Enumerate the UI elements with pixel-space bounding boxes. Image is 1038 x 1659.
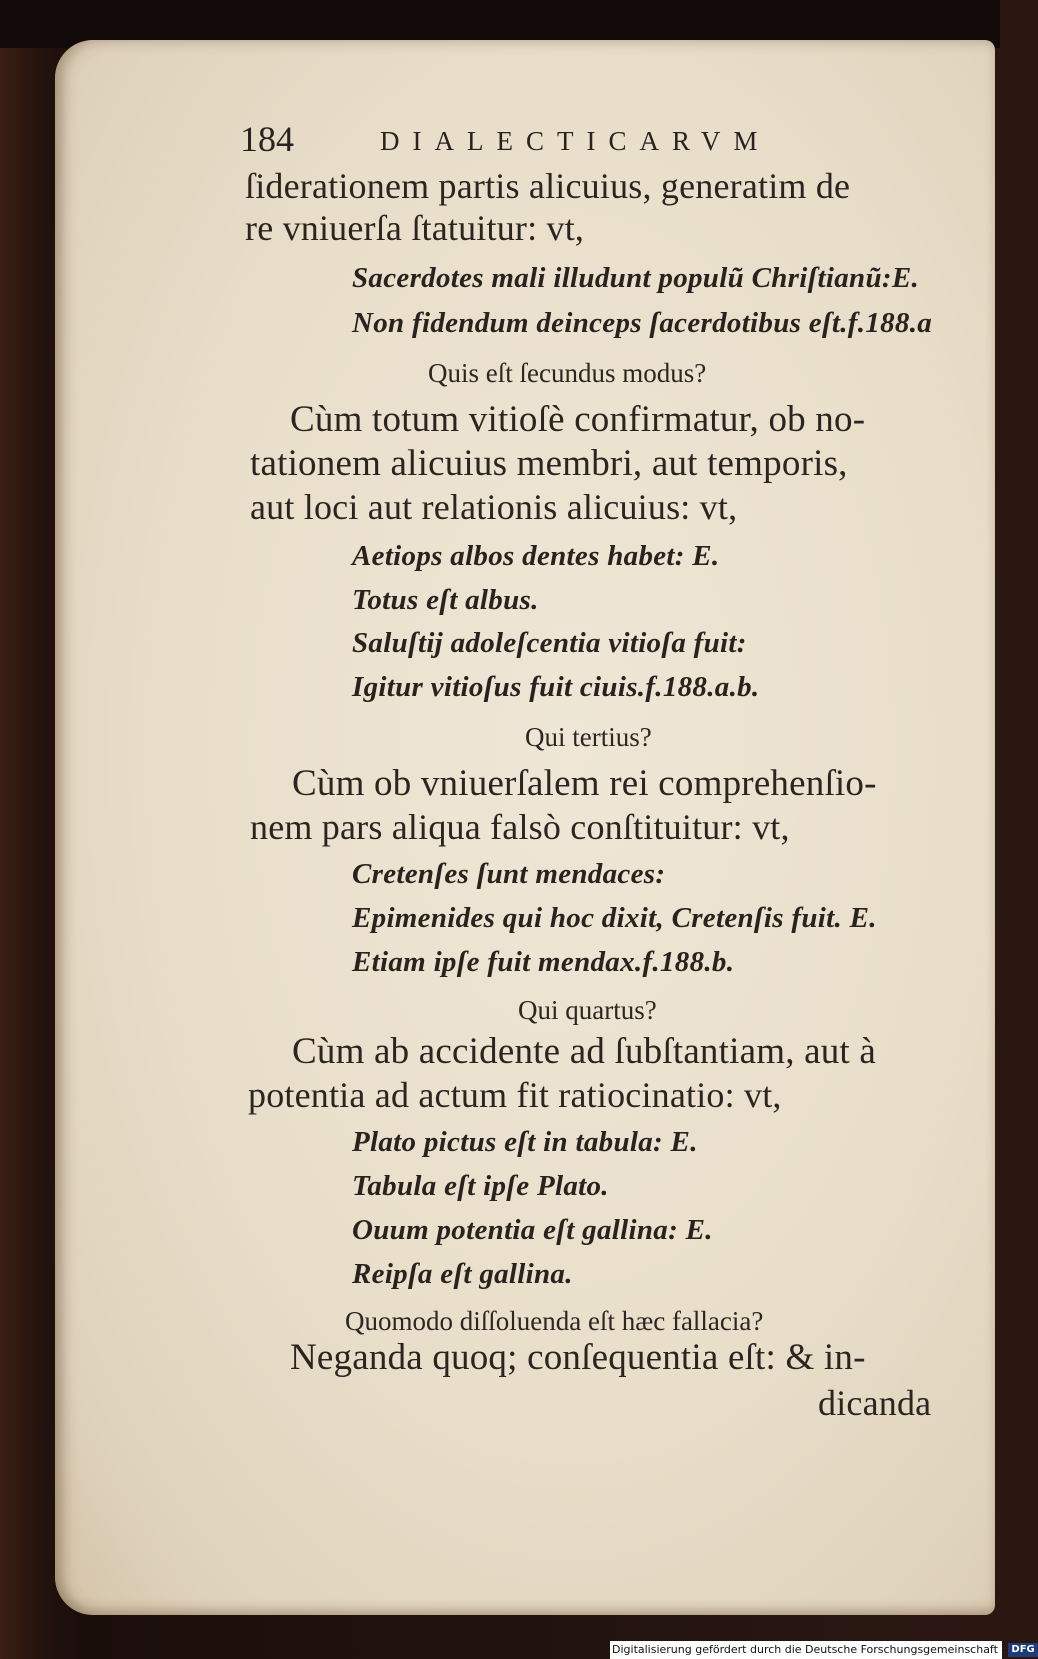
example-line: Epimenides qui hoc dixit, Cretenſis fuit. E. [352,902,877,934]
text-line: ſiderationem partis alicuius, generatim de [245,166,851,206]
example-line: Igitur vitioſus fuit ciuis.f.188.a.b. [352,671,760,703]
text-line: potentia ad actum fit ratiocinatio: vt, [248,1075,782,1115]
example-line: Reipſa eſt gallina. [352,1258,573,1290]
question-line: Qui tertius? [525,722,652,752]
example-line: Aetiops albos dentes habet: E. [352,540,720,572]
example-line: Totus eſt albus. [352,584,539,616]
page-number: 184 [240,119,294,159]
example-line: Non fidendum deinceps ſacerdotibus eſt.f.188.a [352,307,933,339]
example-line: Etiam ipſe fuit mendax.f.188.b. [352,946,735,978]
credit-text: Digitalisierung gefördert durch die Deutsche Forschungsgemeinschaft - [612,1643,1006,1656]
example-line: Sacerdotes mali illudunt populũ Chriſtianũ:E. [352,262,920,294]
example-line: Cretenſes ſunt mendaces: [352,858,666,890]
question-line: Qui quartus? [518,995,657,1025]
question-line: Quis eſt ſecundus modus? [428,358,707,388]
text-line: Cùm ob vniuerſalem rei comprehenſio- [292,763,877,804]
dfg-logo: DFG [1008,1643,1037,1657]
example-line: Saluſtij adoleſcentia vitioſa fuit: [352,627,747,659]
text-line: Neganda quoq; conſequentia eſt: & in- [290,1337,866,1378]
text-line: Cùm ab accidente ad ſubſtantiam, aut à [292,1031,876,1072]
running-title: DIALECTICARVM [380,126,771,156]
question-line: Quomodo diſſoluenda eſt hæc fallacia? [345,1306,764,1336]
catchword: dicanda [818,1383,932,1423]
text-line: tationem alicuius membri, aut temporis, [250,443,848,484]
example-line: Plato pictus eſt in tabula: E. [352,1126,698,1158]
example-line: Tabula eſt ipſe Plato. [352,1170,609,1202]
digitization-credit [610,1641,1035,1659]
example-line: Ouum potentia eſt gallina: E. [352,1214,713,1246]
text-line: aut loci aut relationis alicuius: vt, [250,487,738,527]
text-line: nem pars aliqua falsò conſtituitur: vt, [250,807,790,847]
text-line: re vniuerſa ſtatuitur: vt, [245,208,585,248]
text-line: Cùm totum vitioſè confirmatur, ob no- [290,399,866,440]
